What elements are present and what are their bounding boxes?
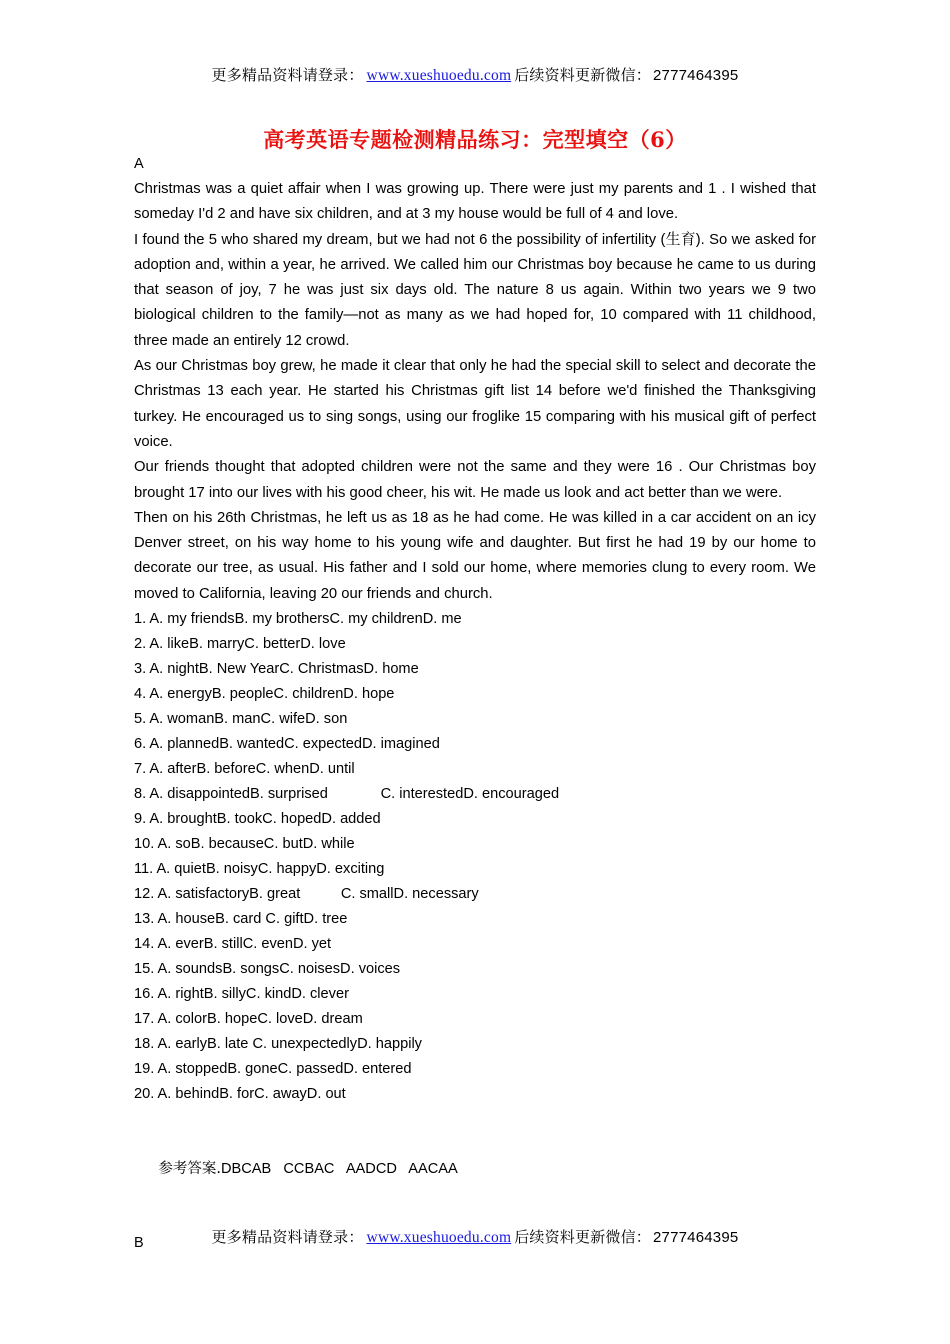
option-item: 5. A. womanB. manC. wifeD. son (134, 711, 348, 728)
option-item: 9. A. broughtB. tookC. hopedD. added (134, 811, 381, 828)
option-item: 13. A. houseB. card C. giftD. tree (134, 911, 348, 928)
passage-paragraph-4: Our friends thought that adopted children were not the same and they were 16 . Our Christmas boy brought 17 into our lives with his good cheer, his wit. He made us look and act better than we were. (134, 459, 816, 501)
answer-key (134, 1132, 816, 1207)
header-wechat-number: 2777464395 (653, 67, 739, 84)
option-item: 19. A. stoppedB. goneC. passedD. entered (134, 1061, 412, 1078)
option-item: 4. A. energyB. peopleC. childrenD. hope (134, 686, 395, 703)
option-item: 14. A. everB. stillC. evenD. yet (134, 936, 332, 953)
option-item: 1. A. my friendsB. my brothersC. my childrenD. me (134, 611, 462, 628)
footer-cjk-suffix: 后续资料更新微信： (514, 1228, 652, 1246)
option-item: 15. A. soundsB. songsC. noisesD. voices (134, 961, 401, 978)
option-item: 17. A. colorB. hopeC. loveD. dream (134, 1011, 363, 1028)
option-item: 3. A. nightB. New YearC. ChristmasD. home (134, 661, 419, 678)
option-item: 11. A. quietB. noisyC. happyD. exciting (134, 861, 385, 878)
option-item: 2. A. likeB. marryC. betterD. love (134, 636, 346, 653)
footer-wechat-number: 2777464395 (653, 1229, 739, 1246)
options-list (134, 607, 816, 1107)
footer-url-link[interactable]: www.xueshuoedu.com (366, 1229, 512, 1246)
option-item: 6. A. plannedB. wantedC. expectedD. imagined (134, 736, 440, 753)
running-header (0, 64, 950, 85)
footer-cjk-prefix: 更多精品资料请登录： (211, 1228, 364, 1246)
section-label-a: A (134, 156, 144, 172)
running-footer (0, 1226, 950, 1247)
answer-key-label: 参考答案. (158, 1161, 221, 1178)
passage-paragraph-5: Then on his 26th Christmas, he left us as 18 as he had come. He was killed in a car accident on an icy Denver street, on his way home to his young wife and daughter. But first he had 19 by our home to decorate our tree, as usual. His father and I sold our home, where memories clung to every room. We moved to California, leaving 20 our friends and church. (134, 509, 816, 602)
answer-key-values: DBCAB CCBAC AADCD AACAA (220, 1161, 458, 1178)
option-item: 18. A. earlyB. late C. unexpectedlyD. happily (134, 1036, 422, 1053)
header-cjk-prefix: 更多精品资料请登录： (211, 66, 364, 84)
passage-paragraph-2: I found the 5 who shared my dream, but we had not 6 the possibility of infertility (生育). So we asked for adoption and, within a year, he arrived. We called him our Christmas boy because he came to us during that season of joy, 7 he was just six days old. The nature 8 us again. Within two years we 9 two biological children to the family—not as many as we had hoped for, 10 compared with 11 childhood, three made an entirely 12 crowd. (134, 231, 816, 349)
document-content (134, 152, 816, 1256)
passage-paragraph-3: As our Christmas boy grew, he made it clear that only he had the special skill to select and decorate the Christmas 13 each year. He started his Christmas gift list 14 before we'd finished the Thanksgiving turkey. He encouraged us to sing songs, using our froglike 15 comparing with his musical gift of perfect voice. (134, 358, 816, 450)
option-item: 8. A. disappointedB. surprised C. interestedD. encouraged (134, 786, 560, 803)
option-item: 16. A. rightB. sillyC. kindD. clever (134, 986, 349, 1003)
option-item: 10. A. soB. becauseC. butD. while (134, 836, 355, 853)
passage-paragraph-1: Christmas was a quiet affair when I was growing up. There were just my parents and 1 . I wished that someday I'd 2 and have six children, and at 3 my house would be full of 4 and love. (134, 181, 816, 223)
page-title: 高考英语专题检测精品练习：完型填空（6） (263, 127, 687, 152)
header-cjk-suffix: 后续资料更新微信： (514, 66, 652, 84)
option-item: 12. A. satisfactoryB. great C. smallD. necessary (134, 886, 479, 903)
option-item: 7. A. afterB. beforeC. whenD. until (134, 761, 355, 778)
section-label-b: B (134, 1235, 144, 1252)
header-url-link[interactable]: www.xueshuoedu.com (366, 67, 512, 84)
option-item: 20. A. behindB. forC. awayD. out (134, 1086, 346, 1103)
